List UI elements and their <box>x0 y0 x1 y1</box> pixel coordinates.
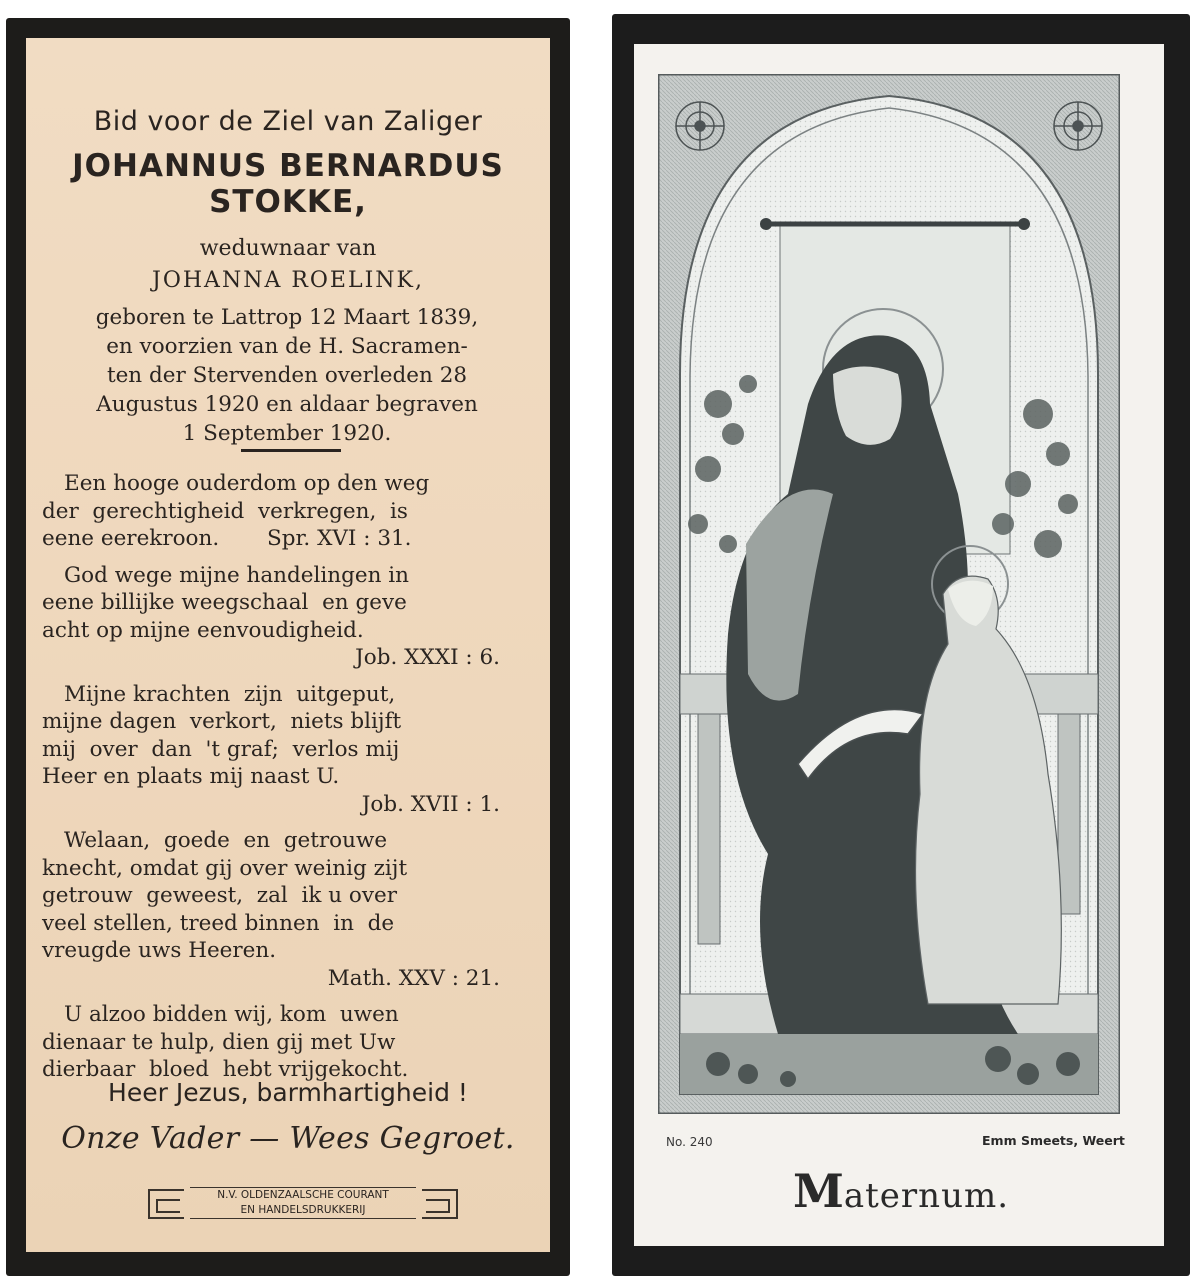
printer-logo-right-icon <box>422 1189 458 1219</box>
verse <box>42 470 532 553</box>
deceased-name-line2: STOKKE, <box>209 184 367 220</box>
verse-line: eene billijke weegschaal en geve <box>42 590 407 615</box>
verse-line: U alzoo bidden wij, kom uwen <box>64 1002 399 1027</box>
printer-text <box>190 1187 416 1219</box>
verse-line: dienaar te hulp, dien gij met Uw <box>42 1029 396 1055</box>
verse-line: Mijne krachten zijn uitgeput, <box>64 681 396 707</box>
verse-line: Heer en plaats mij naast U. <box>42 764 340 789</box>
memorial-card-text-side <box>6 18 570 1276</box>
bio-line: geboren te Lattrop 12 Maart 1839, <box>95 305 479 330</box>
title-ornamental-initial: M <box>792 1164 844 1218</box>
verse-reference: Math. XXV : 21. <box>327 965 500 991</box>
widower-of-label: weduwnaar van <box>199 236 377 261</box>
printer-imprint <box>148 1185 458 1225</box>
verse-line: Welaan, goede en getrouwe <box>64 828 388 853</box>
verse-line: dierbaar bloed hebt vrijgekocht. <box>42 1057 409 1082</box>
verses-block <box>42 470 532 1093</box>
deceased-name-line1: JOHANNUS BERNARDUS <box>72 148 504 184</box>
bio-line: 1 September 1920. <box>182 421 392 446</box>
bio-line: Augustus 1920 en aldaar begraven <box>96 392 478 417</box>
plate-number: No. 240 <box>666 1135 713 1149</box>
verse-line: eene eerekroon. Spr. XVI : 31. <box>42 526 412 551</box>
verse-line: veel stellen, treed binnen in de <box>42 910 395 936</box>
divider-rule <box>241 449 341 452</box>
verse-line: mij over dan 't graf; verlos mij <box>42 736 400 762</box>
rosette-left-icon <box>676 102 724 150</box>
verse-reference: Job. XXXI : 6. <box>355 645 500 670</box>
bio-line: ten der Stervenden overleden 28 <box>106 363 468 388</box>
verse <box>42 827 532 992</box>
verse-line: acht op mijne eenvoudigheid. <box>42 617 364 643</box>
verse <box>42 1001 532 1084</box>
printer-business: EN HANDELSDRUKKERIJ <box>240 1204 366 1216</box>
card-paper <box>26 38 550 1252</box>
verse <box>42 681 532 819</box>
verse-line: Een hooge ouderdom op den weg <box>64 471 430 496</box>
printer-logo-left-icon <box>148 1189 184 1219</box>
card-heading: Bid voor de Ziel van Zaliger <box>93 106 483 137</box>
prayer-invocation: Heer Jezus, barmhartigheid ! <box>108 1078 468 1107</box>
prayer-closing: Onze Vader — Wees Gegroet. <box>61 1121 515 1156</box>
verse-line: God wege mijne handelingen in <box>64 562 409 588</box>
card-title <box>612 1164 1190 1218</box>
title-text: aternum. <box>843 1176 1010 1216</box>
verse-line: getrouw geweest, zal ik u over <box>42 883 397 908</box>
devotional-illustration <box>658 74 1120 1114</box>
memorial-card-image-side <box>612 14 1190 1276</box>
publisher-imprint: Emm Smeets, Weert <box>982 1133 1125 1148</box>
spouse-name: JOHANNA ROELINK, <box>152 268 424 293</box>
verse <box>42 562 532 672</box>
printer-name: N.V. OLDENZAALSCHE COURANT <box>217 1189 389 1201</box>
verse-line: der gerechtigheid verkregen, is <box>42 498 408 524</box>
verse-line: knecht, omdat gij over weinig zijt <box>42 855 408 881</box>
bio-line: en voorzien van de H. Sacramen- <box>106 334 468 359</box>
biography <box>42 303 532 448</box>
verse-reference: Job. XVII : 1. <box>361 791 500 817</box>
verse-line: mijne dagen verkort, niets blijft <box>42 709 402 734</box>
rosette-right-icon <box>1054 102 1102 150</box>
verse-line: vreugde uws Heeren. <box>42 938 277 963</box>
